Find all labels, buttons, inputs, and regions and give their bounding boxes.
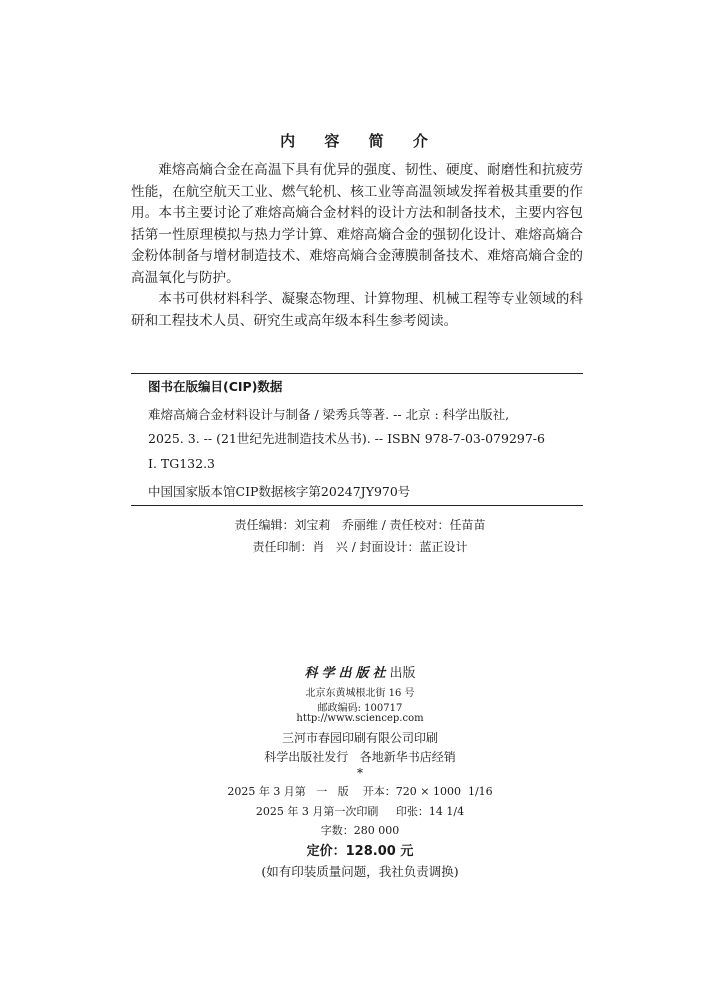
cip-heading: 图书在版编目(CIP)数据 xyxy=(148,379,283,394)
word-count: 字数：280 000 xyxy=(320,824,400,837)
edition-line-1: 2025 年 3 月第 一 版 开本：720 × 1000 1/16 xyxy=(227,785,493,798)
abstract-body xyxy=(131,160,583,332)
cip-top-rule xyxy=(131,373,583,374)
price: 定价：128.00 元 xyxy=(306,844,414,859)
publisher-suffix: 出版 xyxy=(389,666,416,681)
publisher-logo: 科学出版社 xyxy=(304,666,390,681)
publisher-postcode: 邮政编码: 100717 xyxy=(317,703,403,714)
cip-line-2: 2025. 3. -- (21世纪先进制造技术丛书). -- ISBN 978-7-03-079297-6 xyxy=(148,431,545,446)
cip-classification: Ⅰ. TG132.3 xyxy=(148,456,215,471)
abstract-paragraph-1: 难熔高熵合金在高温下具有优异的强度、韧性、硬度、耐磨性和抗疲劳性能，在航空航天工业、燃气轮机、核工业等高温领域发挥着极其重要的作用。本书主要讨论了难熔高熵合金材料的设计方法和制备技术，主要内容包括第一性原理模拟与热力学计算、难熔高熵合金的强韧化设计、难熔高熵合金粉体制备与增材制造技术、难熔高熵合金薄膜制备技术、难熔高熵合金的高温氧化与防护。 xyxy=(131,162,583,286)
editor-credits: 责任编辑：刘宝莉 乔丽维 / 责任校对：任苗苗 xyxy=(234,518,486,532)
distribution-line: 科学出版社发行 各地新华书店经销 xyxy=(264,750,456,764)
publisher-address: 北京东黄城根北街 16 号 xyxy=(305,688,415,699)
publisher-url: http://www.sciencep.com xyxy=(296,713,424,724)
separator-star: * xyxy=(357,766,363,780)
cip-bottom-rule xyxy=(131,505,583,506)
abstract-title: 内 容 简 介 xyxy=(280,132,440,150)
printer-line: 三河市春园印刷有限公司印刷 xyxy=(281,731,438,745)
edition-line-2: 2025 年 3 月第一次印刷 印张：14 1/4 xyxy=(255,805,465,818)
production-credits: 责任印制：肖 兴 / 封面设计：蓝正设计 xyxy=(252,540,468,554)
cip-line-1: 难熔高熵合金材料设计与制备 / 梁秀兵等著. -- 北京 : 科学出版社, xyxy=(148,407,510,422)
cip-record-number: 中国国家版本馆CIP数据核字第20247JY970号 xyxy=(148,484,411,499)
abstract-paragraph-2: 本书可供材料科学、凝聚态物理、计算物理、机械工程等专业领域的科研和工程技术人员、研究生或高年级本科生参考阅读。 xyxy=(131,291,583,329)
publisher-line xyxy=(0,662,720,681)
quality-note: (如有印装质量问题，我社负责调换) xyxy=(261,864,459,879)
